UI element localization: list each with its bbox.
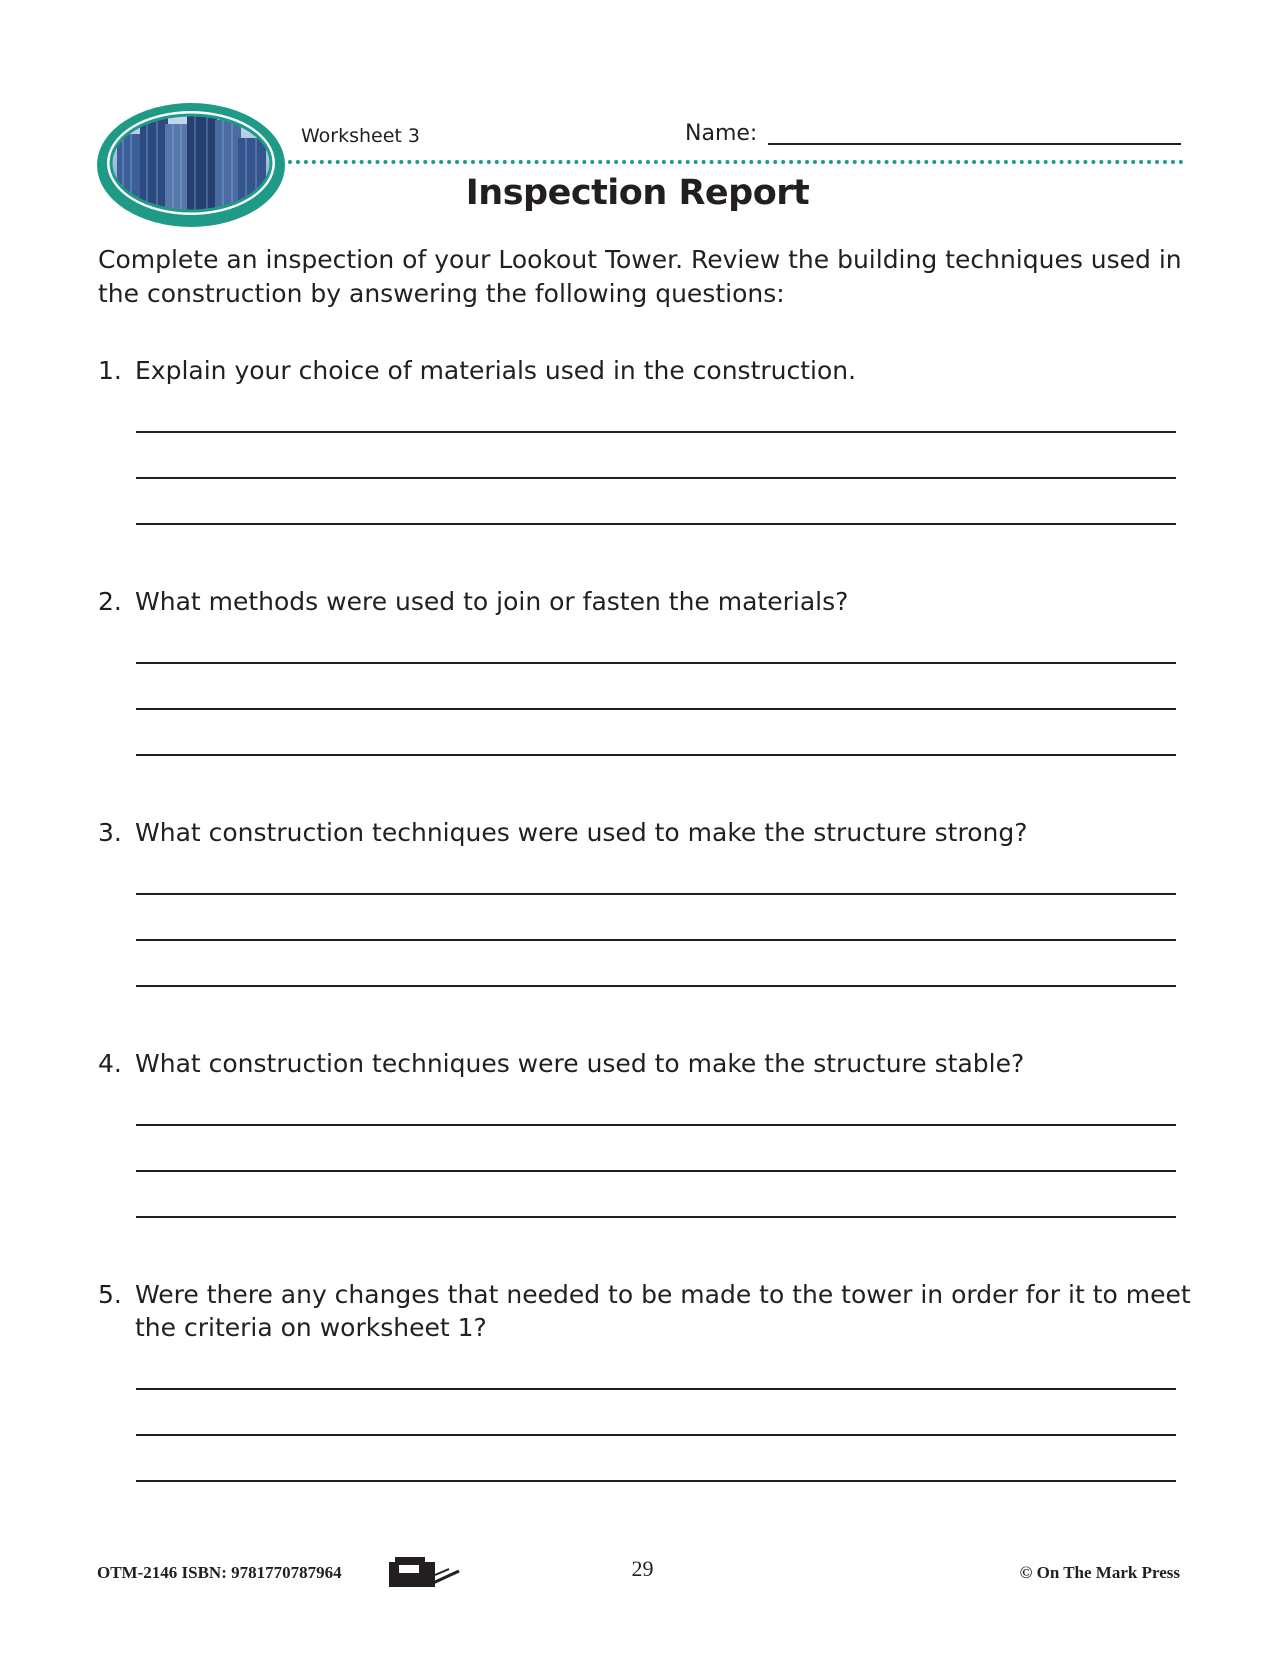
answer-line[interactable]: [136, 939, 1176, 941]
intro-text: Complete an inspection of your Lookout Tower. Review the building techniques used in the construction by answering the following questions:: [98, 245, 1182, 308]
question-number: 4.: [98, 1049, 122, 1078]
question-number: 1.: [98, 356, 122, 385]
answer-line[interactable]: [136, 893, 1176, 895]
question-text: What construction techniques were used to make the structure strong?: [135, 818, 1028, 847]
answer-line[interactable]: [136, 431, 1176, 433]
footer-code: OTM-2146 ISBN: 9781770787964: [97, 1563, 342, 1582]
question-2: [98, 585, 1208, 618]
question-number: 5.: [98, 1280, 122, 1309]
answer-line[interactable]: [136, 1388, 1176, 1390]
answer-line[interactable]: [136, 523, 1176, 525]
question-number: 2.: [98, 587, 122, 616]
answer-line[interactable]: [136, 708, 1176, 710]
name-label: Name:: [685, 121, 758, 146]
name-field[interactable]: [768, 143, 1181, 145]
page-number: 29: [631, 1556, 654, 1581]
copyright-text: © On The Mark Press: [1019, 1563, 1180, 1582]
question-text: Explain your choice of materials used in the construction.: [135, 356, 857, 385]
page-title: Inspection Report: [465, 173, 810, 213]
worksheet-label: Worksheet 3: [301, 125, 421, 147]
answer-line[interactable]: [136, 1124, 1176, 1126]
answer-line[interactable]: [136, 1480, 1176, 1482]
question-text: Were there any changes that needed to be made to the tower in order for it to meet the criteria on worksheet 1?: [135, 1280, 1191, 1342]
pencil-box-icon: [387, 1553, 463, 1589]
answer-line[interactable]: [136, 1434, 1176, 1436]
answer-line[interactable]: [136, 662, 1176, 664]
answer-line[interactable]: [136, 477, 1176, 479]
question-4: [98, 1047, 1208, 1080]
dotted-divider: [288, 160, 1184, 164]
answer-line[interactable]: [136, 1216, 1176, 1218]
question-3: [98, 816, 1208, 849]
question-text: What construction techniques were used to make the structure stable?: [135, 1049, 1025, 1078]
question-number: 3.: [98, 818, 122, 847]
question-text: What methods were used to join or fasten the materials?: [135, 587, 849, 616]
answer-line[interactable]: [136, 754, 1176, 756]
answer-line[interactable]: [136, 1170, 1176, 1172]
question-1: [98, 354, 1208, 387]
question-5: [98, 1278, 1208, 1344]
answer-line[interactable]: [136, 985, 1176, 987]
